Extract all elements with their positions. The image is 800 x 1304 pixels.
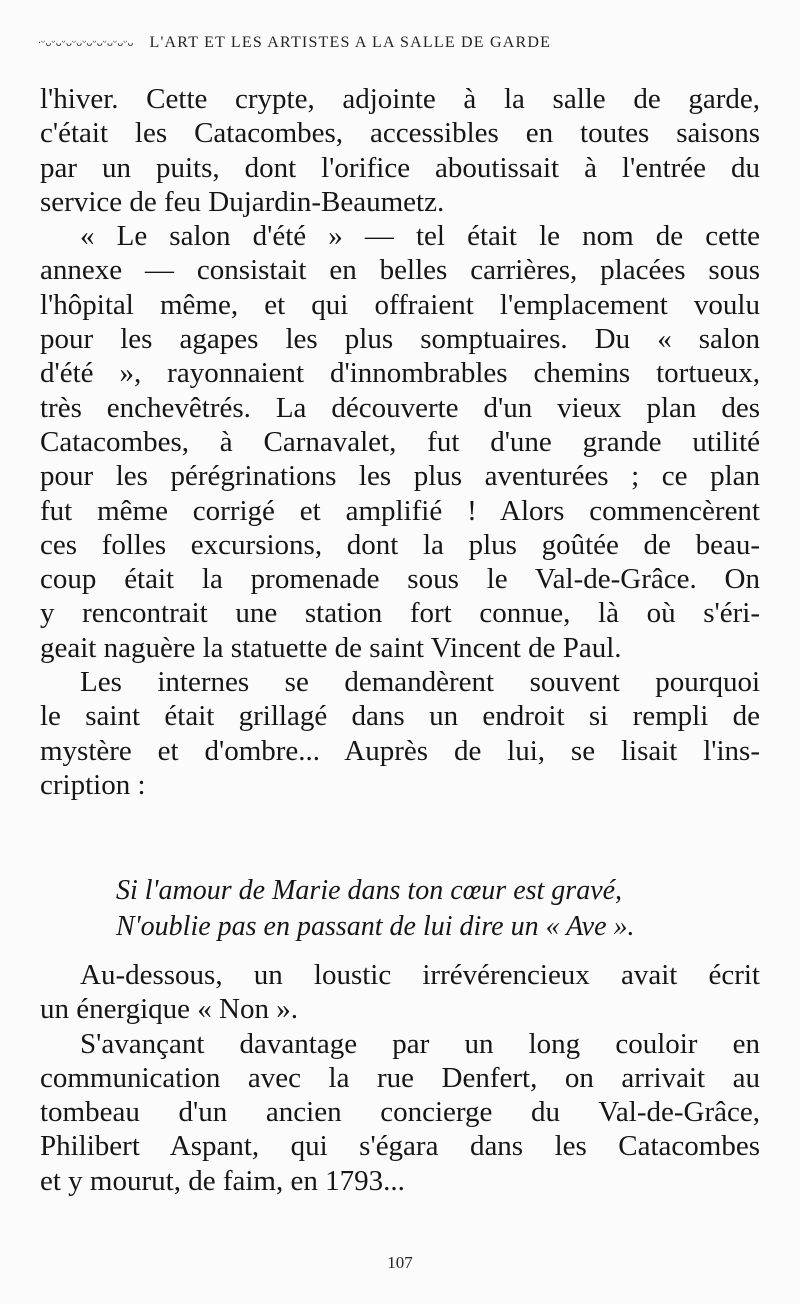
text-line: pour les pérégrinations les plus aventurées ; ce plan: [40, 460, 760, 493]
text-line: ces folles excursions, dont la plus goûtée de beau-: [40, 528, 760, 561]
text-line: tombeau d'un ancien concierge du Val-de-Grâce,: [40, 1096, 760, 1129]
text-line: un énergique « Non ».: [40, 993, 298, 1026]
text-line: « Le salon d'été » — tel était le nom de cette: [80, 220, 760, 253]
text-line: Au-dessous, un loustic irrévérencieux avait écrit: [80, 959, 760, 991]
text-line: c'était les Catacombes, accessibles en toutes saisons: [40, 117, 760, 150]
body-text-bottom: [40, 958, 760, 1198]
text-line: geait naguère la statuette de saint Vincent de Paul.: [40, 631, 622, 664]
text-line: mystère et d'ombre... Auprès de lui, se lisait l'ins-: [40, 734, 760, 767]
text-line: pour les agapes les plus somptuaires. Du « salon: [40, 323, 760, 356]
body-text-top: [40, 82, 760, 802]
running-title: L'ART ET LES ARTISTES A LA SALLE DE GARDE: [149, 34, 552, 51]
text-line: l'hôpital même, et qui offraient l'emplacement voulu: [40, 288, 760, 321]
text-line: annexe — consistait en belles carrières, placées sous: [40, 254, 760, 287]
text-line: y rencontrait une station fort connue, là où s'éri-: [40, 597, 760, 630]
text-line: service de feu Dujardin-Beaumetz.: [40, 185, 445, 218]
text-line: communication avec la rue Denfert, on arrivait au: [40, 1061, 760, 1094]
text-line: l'hiver. Cette crypte, adjointe à la salle de garde,: [40, 83, 760, 115]
text-line: Les internes se demandèrent souvent pourquoi: [80, 666, 760, 699]
text-line: le saint était grillagé dans un endroit si rempli de: [40, 700, 760, 733]
text-line: par un puits, dont l'orifice aboutissait à l'entrée du: [40, 151, 760, 184]
text-line: et y mourut, de faim, en 1793...: [40, 1164, 405, 1197]
verse-line: Si l'amour de Marie dans ton cœur est gravé,: [116, 875, 623, 906]
header-ornament: ·ᵕᴗᵕᴗᵕᴗᵕᴗᵕᴗᵕᴗᵕᴗᵕᴗᵕᴗ: [38, 37, 134, 49]
text-line: Catacombes, à Carnavalet, fut d'une grande utilité: [40, 425, 760, 458]
text-line: très enchevêtrés. La découverte d'un vieux plan des: [40, 391, 760, 424]
text-line: Philibert Aspant, qui s'égara dans les Catacombes: [40, 1130, 760, 1163]
text-line: coup était la promenade sous le Val-de-Grâce. On: [40, 563, 760, 596]
text-line: fut même corrigé et amplifié ! Alors commencèrent: [40, 494, 760, 527]
text-line: d'été », rayonnaient d'innombrables chemins tortueux,: [40, 357, 760, 390]
verse-inscription: [116, 873, 716, 945]
running-header: [38, 30, 758, 56]
text-line: S'avançant davantage par un long couloir en: [80, 1027, 760, 1060]
text-line: cription :: [40, 768, 146, 801]
verse-line: N'oublie pas en passant de lui dire un « Ave ».: [116, 911, 635, 942]
page-number: 107: [387, 1253, 413, 1272]
